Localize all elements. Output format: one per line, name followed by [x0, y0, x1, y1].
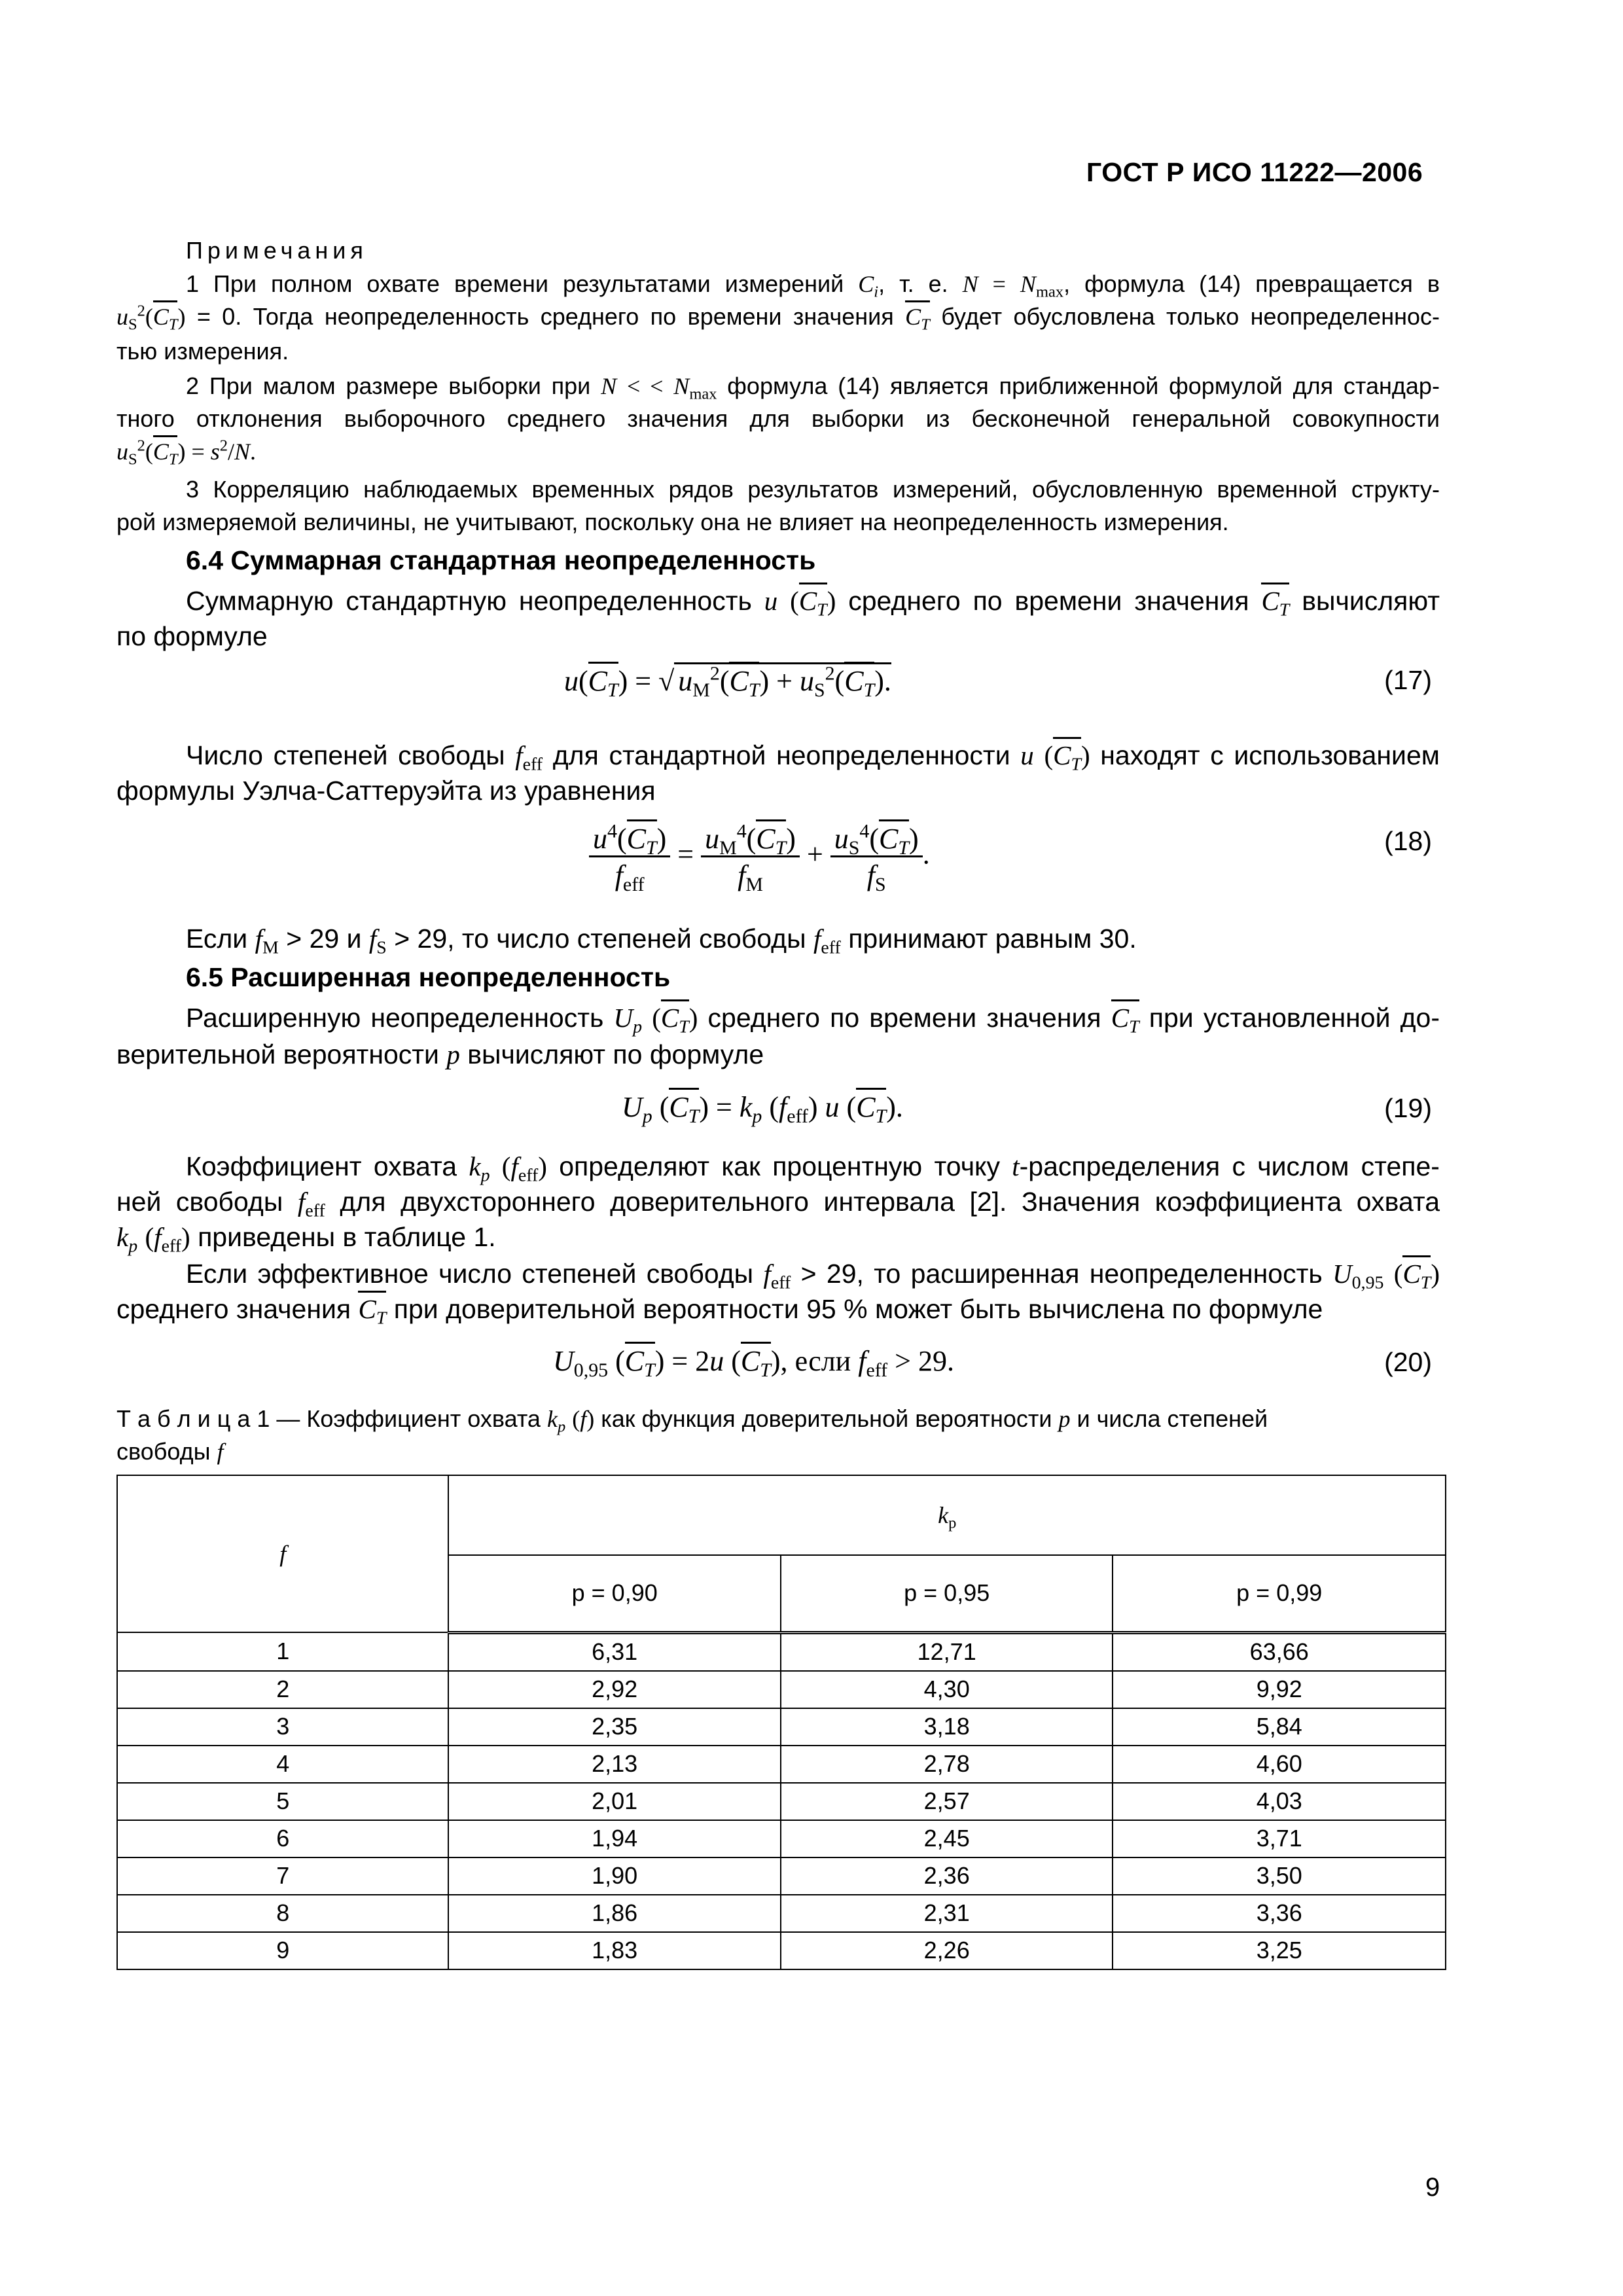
note-2-line-1: 2 При малом размере выборки при N < < $N_{max}$ формула (14) является приближенной формулой для стандар-	[186, 372, 1440, 403]
coverage-factor-table	[116, 1475, 1446, 1970]
section-6-4-heading: 6.4 Суммарная стандартная неопределенность	[186, 545, 816, 575]
equation-19-number: (19)	[1384, 1093, 1432, 1123]
notes-title: Примечания	[186, 237, 368, 264]
note-1-line-3: тью измерения.	[116, 338, 289, 365]
sec65-para3-line2: среднего значения $C_T$ при доверительной вероятности 95 % может быть вычислена по формуле	[116, 1291, 1323, 1327]
sec65-para3-line1: Если эффективное число степеней свободы $f_{eff} > 29$, то расширенная неопределенность $U_{0,95}$ $(C_T)$	[186, 1255, 1440, 1292]
sec64-para2-line1: Число степеней свободы $f_{eff}$ для стандартной неопределенности u $(C_T)$ находят с использованием	[186, 737, 1440, 774]
table-row: 6 1,94 2,45 3,71	[117, 1820, 1446, 1857]
header-p-099: p = 0,99	[1113, 1555, 1446, 1632]
document-header: ГОСТ Р ИСО 11222—2006	[1086, 157, 1423, 187]
table-row: 7 1,90 2,36 3,50	[117, 1857, 1446, 1895]
header-p-090: p = 0,90	[448, 1555, 781, 1632]
sec65-para2-line3: $k_p$ $(f_{eff})$ приведены в таблице 1.	[116, 1222, 496, 1257]
sec64-para3: Если $f_M > 29$ и $f_S > 29$, то число степеней свободы $f_{eff}$ принимают равным 30.	[186, 924, 1137, 958]
header-p-095: p = 0,95	[781, 1555, 1113, 1632]
equation-20: $U_{0,95}$ $(C_T) = 2u$ $(C_T)$, если $f_{eff} > 29$.	[553, 1344, 954, 1378]
sec65-para1-line2: верительной вероятности p вычисляют по формуле	[116, 1039, 764, 1069]
equation-18: $\frac{u^4(C_T)}{f_{eff}}$ = $\frac{u_M^4(C_T)}{f_M}$ + $\frac{u_S^4(C_T)}{f_S}$ .	[589, 822, 930, 892]
sec64-para1-line1: Суммарную стандартную неопределенность u $(C_T)$ среднего по времени значения $C_T$ вычисляют	[186, 583, 1440, 619]
note-1-line-2: $u_S^2(C_T) = 0$. Тогда неопределенность среднего по времени значения $C_T$ будет обусловлена только неопределеннос-	[116, 300, 1440, 333]
sec64-para2-line2: формулы Уэлча-Саттеруэйта из уравнения	[116, 776, 656, 806]
table-row: 9 1,83 2,26 3,25	[117, 1932, 1446, 1969]
table-row: 1 6,31 12,71 63,66	[117, 1632, 1446, 1671]
page-number: 9	[1425, 2173, 1440, 2202]
note-3-line-1: 3 Корреляцию наблюдаемых временных рядов результатов измерений, обусловленную временной структу-	[186, 476, 1440, 503]
equation-17: $u(C_T)$ = √ $u_M^2(C_T) + u_S^2(C_T)$.	[564, 662, 891, 701]
table-row: 4 2,13 2,78 4,60	[117, 1746, 1446, 1783]
equation-19: $U_p$ $(C_T) = k_p$ $(f_{eff})$ u $(C_T)$.	[622, 1090, 903, 1124]
equation-20-number: (20)	[1384, 1347, 1432, 1377]
header-f: f	[117, 1475, 448, 1632]
table-row: 3 2,35 3,18 5,84	[117, 1708, 1446, 1746]
note-3-line-2: рой измеряемой величины, не учитывают, поскольку она не влияет на неопределенность измерения.	[116, 509, 1229, 535]
equation-17-number: (17)	[1384, 665, 1432, 695]
note-2-formula: $u_S^2(C_T) = s^2/N$.	[116, 435, 256, 468]
table-row: 8 1,86 2,31 3,36	[117, 1895, 1446, 1932]
table-caption: Т а б л и ц а 1 — Коэффициент охвата $k_p$ (f) как функция доверительной вероятности p и числа степеней свободы f	[116, 1405, 1268, 1465]
table-row: 2 2,92 4,30 9,92	[117, 1671, 1446, 1708]
sec65-para1-line1: Расширенную неопределенность $U_p$ $(C_T)$ среднего по времени значения $C_T$ при установленной до-	[186, 999, 1440, 1036]
sec65-para2-line1: Коэффициент охвата $k_p$ $(f_{eff})$ определяют как процентную точку t-распределения с числом степе-	[186, 1151, 1440, 1186]
sec65-para2-line2: ней свободы $f_{eff}$ для двухстороннего доверительного интервала [2]. Значения коэффициента охвата	[116, 1187, 1440, 1221]
sec64-para1-line2: по формуле	[116, 621, 268, 651]
note-1-line-1: 1 При полном охвате времени результатами измерений $C_i$, т. е. $N = N_{max}$, формула (14) превращается в	[186, 270, 1440, 301]
header-kp: $k_p$	[448, 1475, 1446, 1555]
note-2-line-2: тного отклонения выборочного среднего значения для выборки из бесконечной генеральной совокупности	[116, 405, 1440, 432]
section-6-5-heading: 6.5 Расширенная неопределенность	[186, 962, 671, 992]
table-row: 5 2,01 2,57 4,03	[117, 1783, 1446, 1820]
equation-18-number: (18)	[1384, 826, 1432, 856]
